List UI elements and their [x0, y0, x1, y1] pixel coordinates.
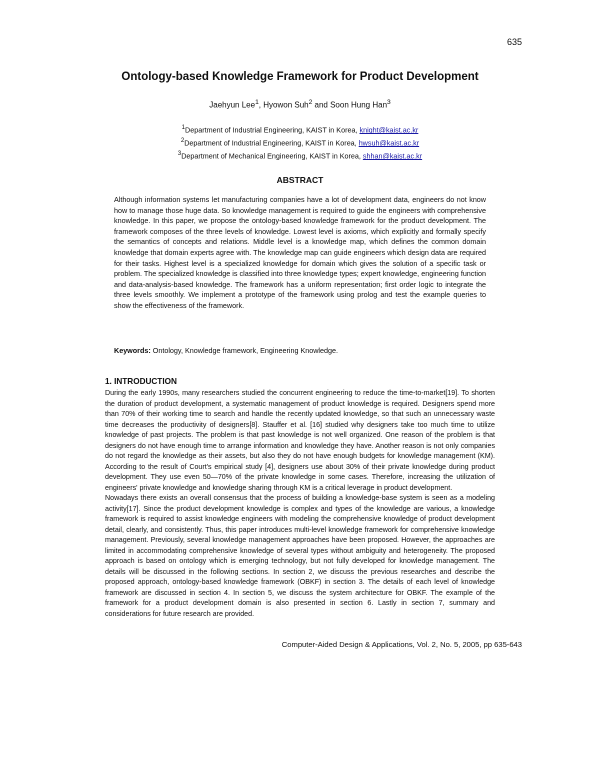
affiliation-sup: 2	[180, 137, 185, 144]
affiliation-sup: 1	[181, 125, 186, 131]
author-sup: 3	[387, 99, 391, 106]
author-sep: ,	[258, 100, 264, 110]
keywords-label: Keywords:	[114, 346, 151, 355]
author-name: Jaehyun Lee	[209, 100, 256, 110]
abstract-heading: ABSTRACT	[276, 175, 324, 185]
email-link[interactable]: hwsuh@kaist.ac.kr	[358, 138, 420, 148]
introduction-body	[105, 388, 495, 619]
page-number: 635	[506, 37, 522, 47]
affiliation-text: Department of Industrial Engineering, KAIST in Korea,	[184, 138, 359, 148]
keywords-text: Ontology, Knowledge framework, Engineering Knowledge.	[152, 346, 339, 355]
affiliation-line	[0, 123, 600, 136]
paper-title: Ontology-based Knowledge Framework for Product Development	[121, 71, 479, 83]
author-name: Hyowon Suh	[263, 100, 309, 110]
email-link[interactable]: shhan@kaist.ac.kr	[362, 151, 423, 161]
author-line	[0, 99, 600, 110]
abstract-body: Although information systems let manufacturing companies have a lot of development data, engineers do not know how to manage those huge data. So knowledge management is required to guide the engineers with comprehensive knowledge. In this paper, we propose the ontology-based knowledge framework for the product development. The framework composes of the three levels of knowledge. Lowest level is axioms, which explicitly and formally specify the semantics of concepts and relations. Middle level is a knowledge map, which defines the common domain knowledge that domain experts agree with. The knowledge map can guide engineers which design data are required for their tasks. Highest level is a specialized knowledge for domain which gives the solution of a specific task or problem. The specialized knowledge is classified into three knowledge types; expert knowledge, engineering function and data-analysis-based knowledge. The framework has a uniform representation; first order logic to integrate the three levels smoothly. We implement a prototype of the framework using prolog and test the example queries to show the effectiveness of the framework.	[114, 195, 486, 310]
author-name: Soon Hung Han	[330, 100, 388, 110]
intro-paragraph: During the early 1990s, many researchers studied the concurrent engineering to reduce the time-to-market[19]. To shorten the duration of product development, a systematic management of product knowledge is required. Designers spend more than 70% of their working time to search and handle the recently updated knowledge, so that such an unnecessary waste time decreases the productivity of designers[8]. Stauffer et al. [16] studied why designers take too much time to utilize knowledge of past projects. The problem is that past knowledge is not well organized. One reason of the problem is that designers do not have enough time to arrange information and knowledge they have. Another reason is not only companies do not regard the knowledge as their assets, but also they do not have enough budgets for knowledge management (KM). According to the result of Court's empirical study [4], designers use about 30% of their private knowledge during product development. They use even 50—70% of the private knowledge in some cases. Therefore, increasing the utilization of engineers' private knowledge and knowledge sharing through KM is a critical leverage in product development.	[105, 389, 495, 492]
affiliation-sup: 3	[177, 150, 182, 157]
keywords-line	[114, 346, 486, 355]
affiliation-line	[0, 149, 600, 162]
journal-footer: Computer-Aided Design & Applications, Vol. 2, No. 5, 2005, pp 635-643	[281, 640, 522, 649]
affiliations	[0, 123, 600, 162]
email-link[interactable]: knight@kaist.ac.kr	[359, 125, 419, 135]
author-sup: 1	[255, 99, 259, 106]
affiliation-text: Department of Industrial Engineering, KAIST in Korea,	[185, 125, 360, 135]
affiliation-text: Department of Mechanical Engineering, KAIST in Korea,	[181, 151, 363, 161]
author-sep: and	[312, 100, 331, 110]
intro-paragraph: Nowadays there exists an overall consensus that the process of building a knowledge-base system is seen as a modeling activity[17]. Since the product development knowledge is complex and types of the knowledge are various, a knowledge framework is required to assist knowledge engineers with modeling the comprehensive knowledge of product development detail, clearly, and consistently. Thus, this paper introduces multi-level knowledge framework for comprehensive knowledge management. Previously, several knowledge management approaches have been proposed. However, the approaches are limited in accommodating comprehensive knowledge of several types without ambiguity and heterogeneity. The proposed approach is based on ontology which is emerging technology, but not fully developed for knowledge management. The details will be discussed in the following sections. In section 2, we discuss the previous researches and describe the proposed approach, ontology-based knowledge framework (OBKF) in section 3. The details of each level of knowledge framework are discussed in section 4. In section 5, we discuss the system architecture for OBKF. The example of the framework for a product development domain is also presented in section 6. Lastly in section 7, summary and considerations for future research are provided.	[105, 494, 495, 618]
affiliation-line	[0, 136, 600, 149]
section-heading-introduction: 1. INTRODUCTION	[105, 377, 177, 386]
author-sup: 2	[308, 99, 313, 106]
